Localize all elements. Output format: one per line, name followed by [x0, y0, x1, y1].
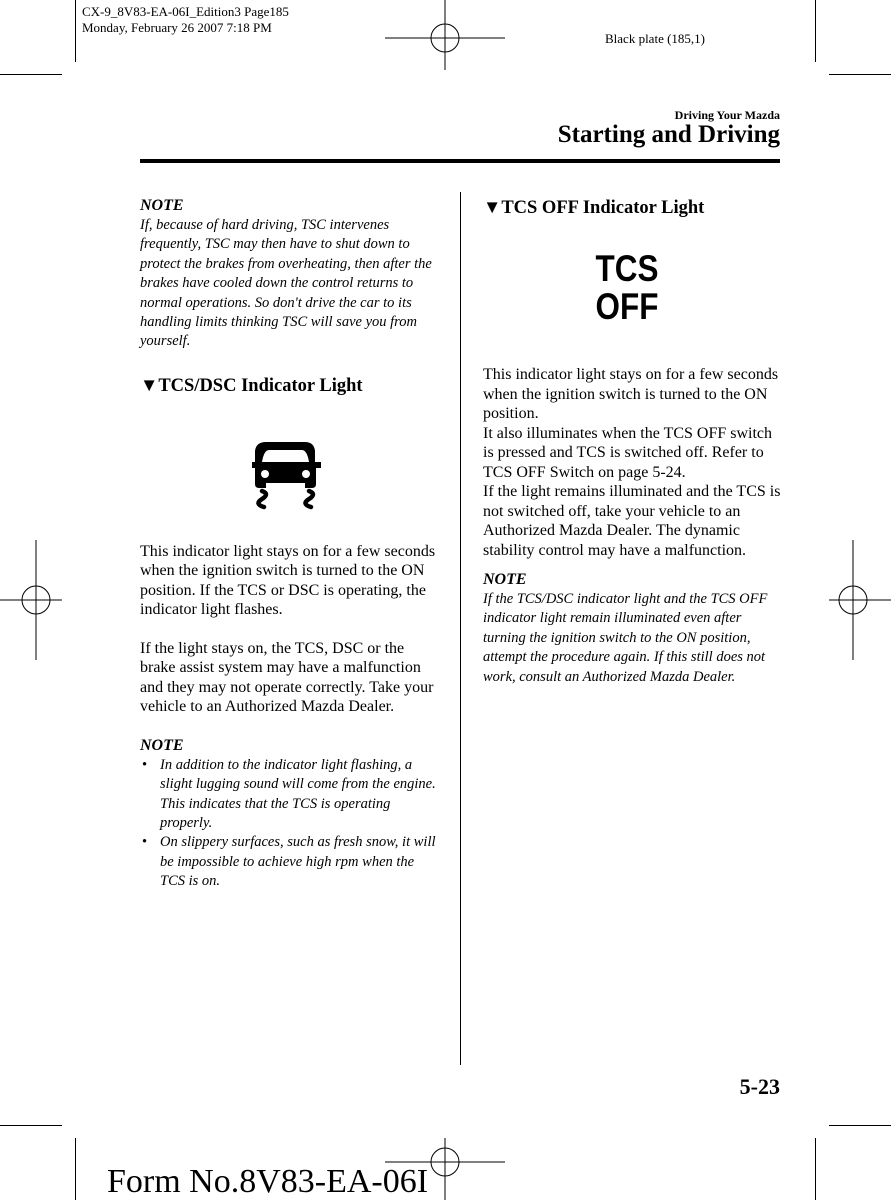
tcs-dsc-heading-text: TCS/DSC Indicator Light: [158, 375, 363, 396]
tcs-dsc-para-2: If the light stays on, the TCS, DSC or the brake assist system may have a malfunction and they may not operate correctly. Take your vehicle to an Authorized Mazda Dealer.: [140, 639, 434, 716]
note-title: NOTE: [140, 736, 184, 754]
header-rule: [140, 159, 780, 163]
note-bullet-list: [140, 756, 440, 892]
crop-mark-top-left-h: [0, 74, 62, 75]
page-number: 5-23: [739, 1074, 780, 1099]
section-title: Driving Your Mazda: [674, 108, 780, 122]
note-bullet-item: • In addition to the indicator light flashing, a slight lugging sound will come from the engine. This indicates that the TCS is operating properly.: [140, 756, 440, 834]
tcs-off-heading-text: TCS OFF Indicator Light: [501, 198, 705, 218]
registration-mark-right-icon: [821, 540, 891, 660]
tcs-off-indicator-icon: [576, 250, 678, 326]
left-column: [140, 196, 440, 892]
print-file-info: CX-9_8V83-EA-06I_Edition3 Page185: [82, 4, 289, 19]
crop-mark-bottom-left-h: [0, 1125, 62, 1126]
triangle-marker-icon: ▼: [140, 375, 159, 396]
crop-mark-bottom-right-h: [829, 1125, 891, 1126]
crop-mark-top-left-v: [75, 0, 76, 62]
note-title: NOTE: [483, 571, 527, 588]
tcs-off-heading: [483, 196, 783, 220]
tcs-dsc-heading: [140, 374, 440, 398]
crop-mark-top-right-v: [815, 0, 816, 62]
note-title: NOTE: [140, 197, 184, 214]
tcs-off-para-3: If the light remains illuminated and the TCS is not switched off, take your vehicle to an Authorized Mazda Dealer. The dynamic stability control may have a malfunction.: [483, 483, 781, 559]
tcs-off-icon-line-2: OFF: [595, 286, 659, 327]
chapter-title: Starting and Driving: [557, 121, 780, 148]
column-divider: [460, 192, 461, 1065]
note-text: If the TCS/DSC indicator light and the TCS OFF indicator light remain illuminated even after turning the ignition switch to the ON position, attempt the procedure again. If this still does not work, consult an Authorized Mazda Dealer.: [483, 591, 768, 685]
tcs-off-para-1: This indicator light stays on for a few seconds when the ignition switch is turned to the ON position.: [483, 366, 779, 422]
tcs-off-icon-line-1: TCS: [595, 248, 659, 289]
registration-mark-left-icon: [0, 540, 70, 660]
tcs-off-para-2: It also illuminates when the TCS OFF switch is pressed and TCS is switched off. Refer to TCS OFF Switch on page 5-24.: [483, 424, 773, 481]
registration-mark-top-icon: [385, 0, 505, 80]
note-text: If, because of hard driving, TSC intervenes frequently, TSC may then have to shut down to protect the brakes from overheating, then after the brakes have cooled down the control returns to normal operations. So don't drive the car to its handling limits thinking TSC will save you from yourself.: [140, 217, 432, 350]
form-number: Form No.8V83-EA-06I: [107, 1163, 429, 1200]
crop-mark-bottom-right-v: [815, 1138, 816, 1200]
crop-mark-bottom-left-v: [75, 1138, 76, 1200]
tcs-dsc-indicator-icon: [252, 440, 322, 510]
triangle-marker-icon: ▼: [483, 198, 502, 218]
tcs-dsc-para-1: This indicator light stays on for a few seconds when the ignition switch is turned to the ON position. If the TCS or DSC is operating, the indicator light flashes.: [140, 542, 436, 619]
print-meta: [82, 4, 289, 36]
crop-mark-top-right-h: [829, 74, 891, 75]
note-bullet-item: • On slippery surfaces, such as fresh snow, it will be impossible to achieve high rpm when the TCS is on.: [140, 833, 440, 891]
right-column: [483, 196, 783, 687]
print-timestamp: Monday, February 26 2007 7:18 PM: [82, 20, 272, 35]
plate-label: Black plate (185,1): [605, 31, 705, 46]
